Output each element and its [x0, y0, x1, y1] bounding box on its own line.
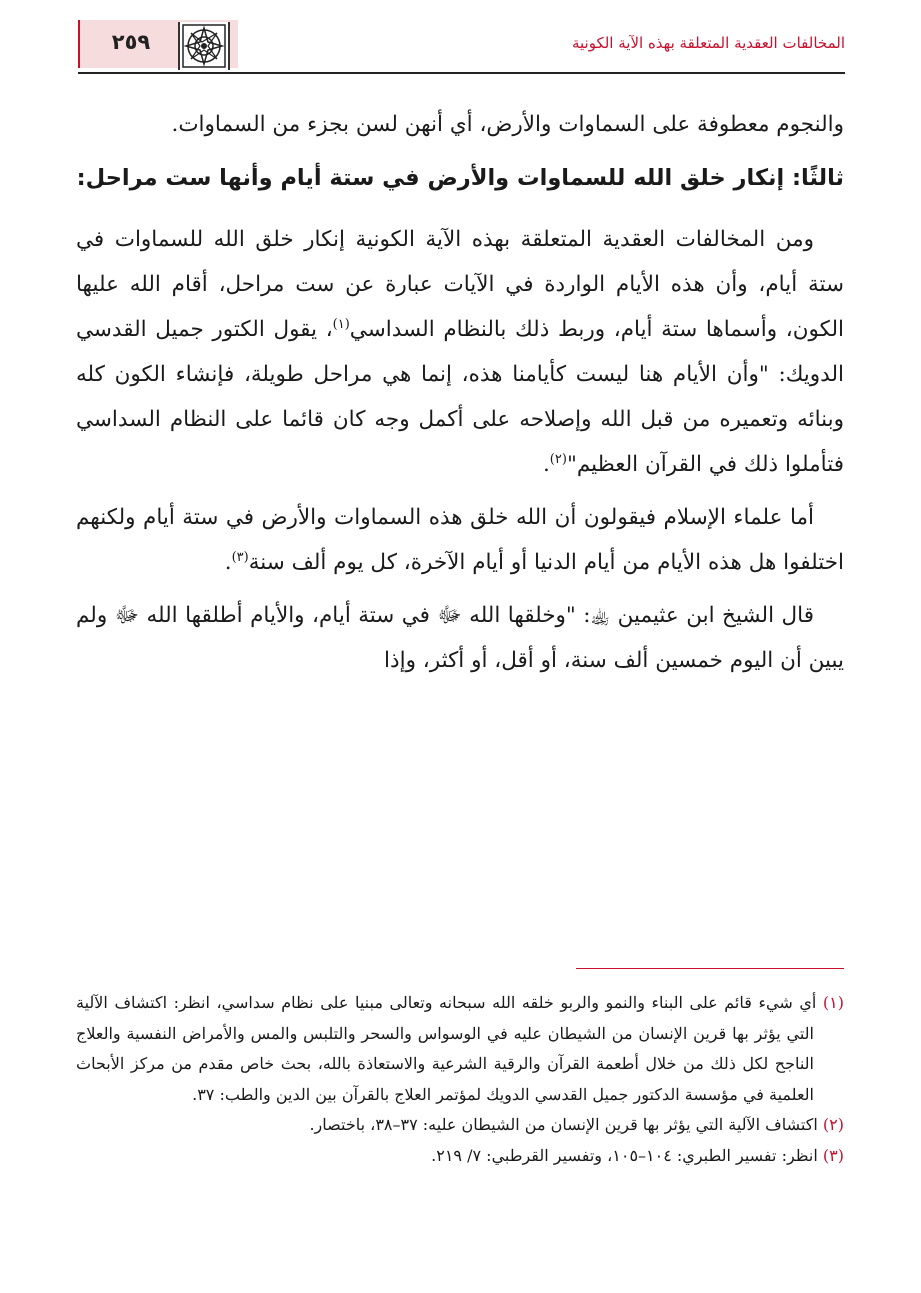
footnote-number: (٣)	[822, 1145, 844, 1165]
page-header	[78, 18, 845, 74]
footnote-number: (٢)	[822, 1115, 844, 1134]
paragraph-2	[76, 217, 844, 487]
paragraph-2-text-b: ، يقول الكتور جميل القدسي الدويك: "وأن الأيام هنا ليست كأيامنا هذه، إنما هي مراحل طويلة، فإنشاء الكون كله وبنائه وتعميره من قبل الله وإصلاحه على أكمل وجه كان قائما على النظام السداسي فتأملوا ذلك في القرآن العظيم"	[76, 317, 844, 477]
main-text	[76, 102, 844, 691]
paragraph-1: والنجوم معطوفة على السماوات والأرض، أي أنهن لسن بجزء من السماوات.	[171, 112, 844, 137]
paragraph-3	[76, 495, 844, 585]
paragraph-4: قال الشيخ ابن عثيمين ﵀: "وخلقها الله ﷻ في ستة أيام، والأيام أطلقها الله ﷻ ولم يبين أن اليوم خمسين ألف سنة، أو أقل، أو أكثر، وإذا	[76, 603, 844, 673]
footnote-text: اكتشاف الآلية التي يؤثر بها قرين الإنسان من الشيطان عليه: ٣٧–٣٨، باختصار.	[309, 1115, 818, 1134]
footnote-number: (١)	[822, 993, 844, 1012]
footnote-ref-1[interactable]: (١)	[332, 316, 350, 332]
paragraph-2-text-c: .	[542, 452, 550, 477]
page-number: ٢٥٩	[111, 30, 151, 54]
rosette-ornament-icon	[178, 22, 230, 70]
footnote-separator	[576, 968, 844, 969]
footnote-ref-3[interactable]: (٣)	[231, 549, 249, 565]
footnote-text: انظر: تفسير الطبري: ١٠٤–١٠٥، وتفسير القرطبي: ٧/ ٢١٩.	[431, 1145, 818, 1165]
footnote-2	[76, 1110, 844, 1141]
running-title: المخالفات العقدية المتعلقة بهذه الآية الكونية	[571, 34, 845, 52]
page-number-box	[78, 20, 238, 68]
footnotes	[76, 988, 844, 1171]
paragraph-2-text-a: ومن المخالفات العقدية المتعلقة بهذه الآية الكونية إنكار خلق الله للسماوات في ستة أيام، وأن هذه الأيام الواردة في الآيات عبارة عن ست مراحل، أقام الله عليها الكون، وأسماها ستة أيام، وربط ذلك بالنظام السداسي	[76, 227, 844, 342]
header-rule	[78, 72, 845, 74]
paragraph-3-text-a: أما علماء الإسلام فيقولون أن الله خلق هذه السماوات والأرض في ستة أيام ولكنهم اختلفوا هل هذه الأيام من أيام الدنيا أو أيام الآخرة، كل يوم ألف سنة	[76, 505, 844, 575]
footnote-text: أي شيء قائم على البناء والنمو والربو خلقه الله سبحانه وتعالى مبنيا على نظام سداسي، انظر: اكتشاف الآلية التي يؤثر بها قرين الإنسان من الشيطان عليه في الوسواس والسحر والتلبس والمس والأمراض النفسية والعلاج الناجح لكل ذلك من خلال أطعمة القرآن والرقية الشرعية والاستعاذة بالله، بحث خاص مقدم من مركز الأبحاث العلمية في مؤسسة الدكتور جميل القدسي الدويك لمؤتمر العلاج بالقرآن بين الدين والطب: ٣٧.	[76, 993, 817, 1104]
footnote-ref-2[interactable]: (٢)	[549, 451, 567, 467]
footnote-1	[76, 988, 844, 1110]
footnote-3	[76, 1141, 844, 1172]
paragraph-3-text-b: .	[224, 550, 232, 575]
section-heading: ثالثًا: إنكار خلق الله للسماوات والأرض في ستة أيام وأنها ست مراحل:	[76, 165, 844, 191]
